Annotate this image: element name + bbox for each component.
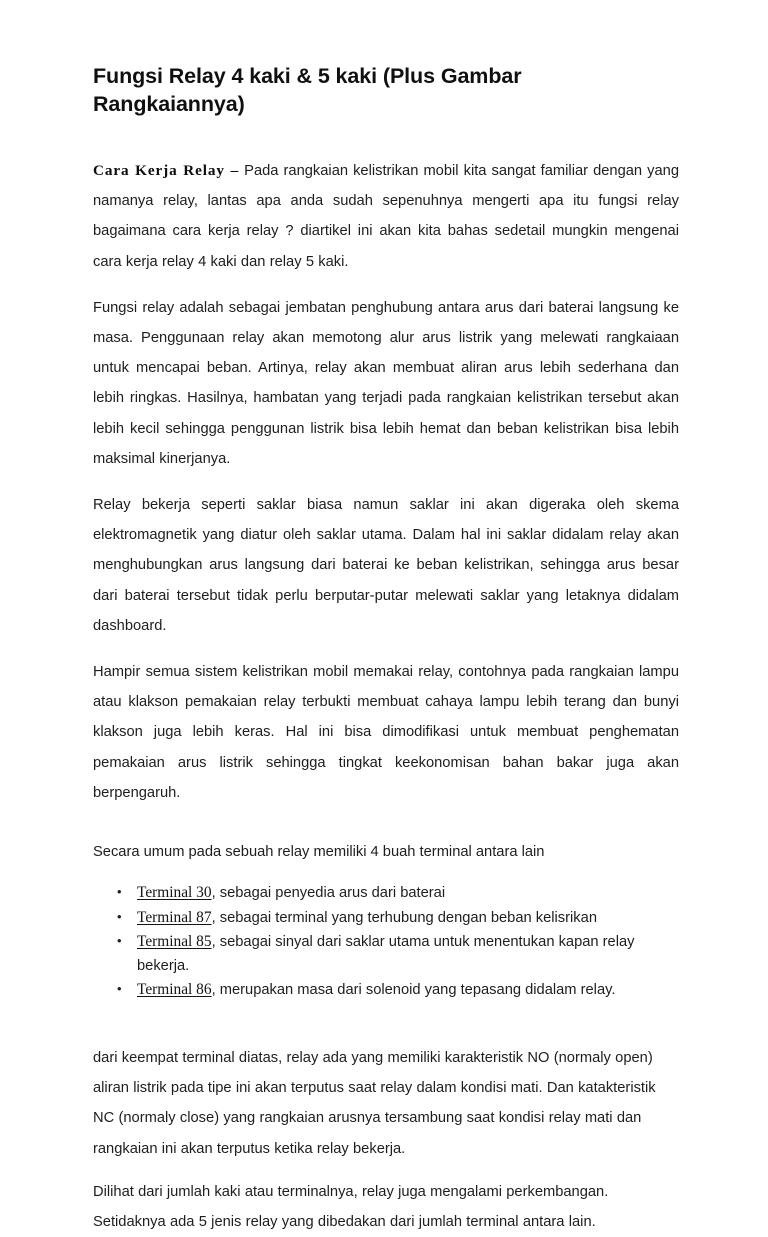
terminal-label: Terminal 86 — [137, 981, 212, 999]
list-item — [93, 881, 679, 906]
paragraph-intro-body: Pada rangkaian kelistrikan mobil kita sangat familiar dengan yang namanya relay, lantas apa anda sudah sepenuhnya mengerti apa itu fungsi relay bagaimana cara kerja relay ? diartikel ini akan kita bahas sedetail mungkin mengenai cara kerja relay 4 kaki dan relay 5 kaki. — [93, 163, 679, 270]
list-item — [93, 906, 679, 931]
lead-in-label: Cara Kerja Relay – — [93, 162, 240, 179]
paragraph-intro — [93, 156, 679, 277]
paragraph-fungsi-relay: Fungsi relay adalah sebagai jembatan penghubung antara arus dari baterai langsung ke masa. Penggunaan relay akan memotong alur arus listrik yang melewati rangkaiaan untuk mencapai beban. Artinya, relay akan membuat aliran arus lebih sederhana dan lebih ringkas. Hasilnya, hambatan yang terjadi pada rangkaian kelistrikan tersebut akan lebih kecil sehingga penggunan listrik bisa lebih hemat dan beban kelistrikan bisa lebih maksimal kinerjanya. — [93, 299, 679, 467]
paragraph-penggunaan: Hampir semua sistem kelistrikan mobil memakai relay, contohnya pada rangkaian lampu atau klakson pemakaian relay terbukti membuat cahaya lampu lebih terang dan bunyi klakson juga lebih keras. Hal ini bisa dimodifikasi untuk membuat penghematan pemakaian arus listrik sehingga tingkat keekonomisan bahan bakar juga akan berpengaruh. — [93, 664, 679, 801]
terminal-description: , sebagai sinyal dari saklar utama untuk menentukan kapan relay bekerja. — [137, 934, 635, 974]
list-item — [93, 930, 679, 978]
terminal-description: , sebagai terminal yang terhubung dengan beban kelisrikan — [211, 909, 597, 926]
terminal-label: Terminal 87 — [137, 908, 212, 926]
spacer — [93, 808, 679, 824]
document-content — [93, 62, 679, 1237]
spacer — [93, 277, 679, 293]
spacer — [93, 641, 679, 657]
terminal-description: , merupakan masa dari solenoid yang tepasang didalam relay. — [211, 982, 616, 999]
paragraph-cara-kerja: Relay bekerja seperti saklar biasa namun saklar ini akan digeraka oleh skema elektromagnetik yang diatur oleh saklar utama. Dalam hal ini saklar didalam relay akan menghubungkan arus langsung dari baterai ke beban kelistrikan, sehingga arus besar dari baterai tersebut tidak perlu berputar-putar melewati saklar yang letaknya didalam dashboard. — [93, 497, 679, 634]
list-item — [93, 978, 679, 1003]
paragraph-karakteristik: dari keempat terminal diatas, relay ada yang memiliki karakteristik NO (normaly open) aliran listrik pada tipe ini akan terputus saat relay dalam kondisi mati. Dan katakteristik NC (normaly close) yang rangkaian arusnya tersambung saat kondisi relay mati dan rangkaian ini akan terputus ketika relay bekerja. — [93, 1049, 656, 1157]
paragraph-jenis-relay: Dilihat dari jumlah kaki atau terminalnya, relay juga mengalami perkembangan. Setidaknya ada 5 jenis relay yang dibedakan dari jumlah terminal antara lain. — [93, 1183, 609, 1230]
spacer — [93, 474, 679, 490]
spacer — [93, 1003, 679, 1043]
terminal-description: , sebagai penyedia arus dari baterai — [211, 885, 446, 902]
spacer — [93, 1164, 679, 1177]
spacer — [93, 118, 679, 156]
page-title: Fungsi Relay 4 kaki & 5 kaki (Plus Gambar Rangkaiannya) — [93, 64, 522, 116]
terminal-list-intro: Secara umum pada sebuah relay memiliki 4 buah terminal antara lain — [93, 843, 545, 860]
terminal-label: Terminal 30 — [137, 884, 212, 902]
terminal-label: Terminal 85 — [137, 933, 212, 951]
terminal-list — [93, 881, 679, 1003]
